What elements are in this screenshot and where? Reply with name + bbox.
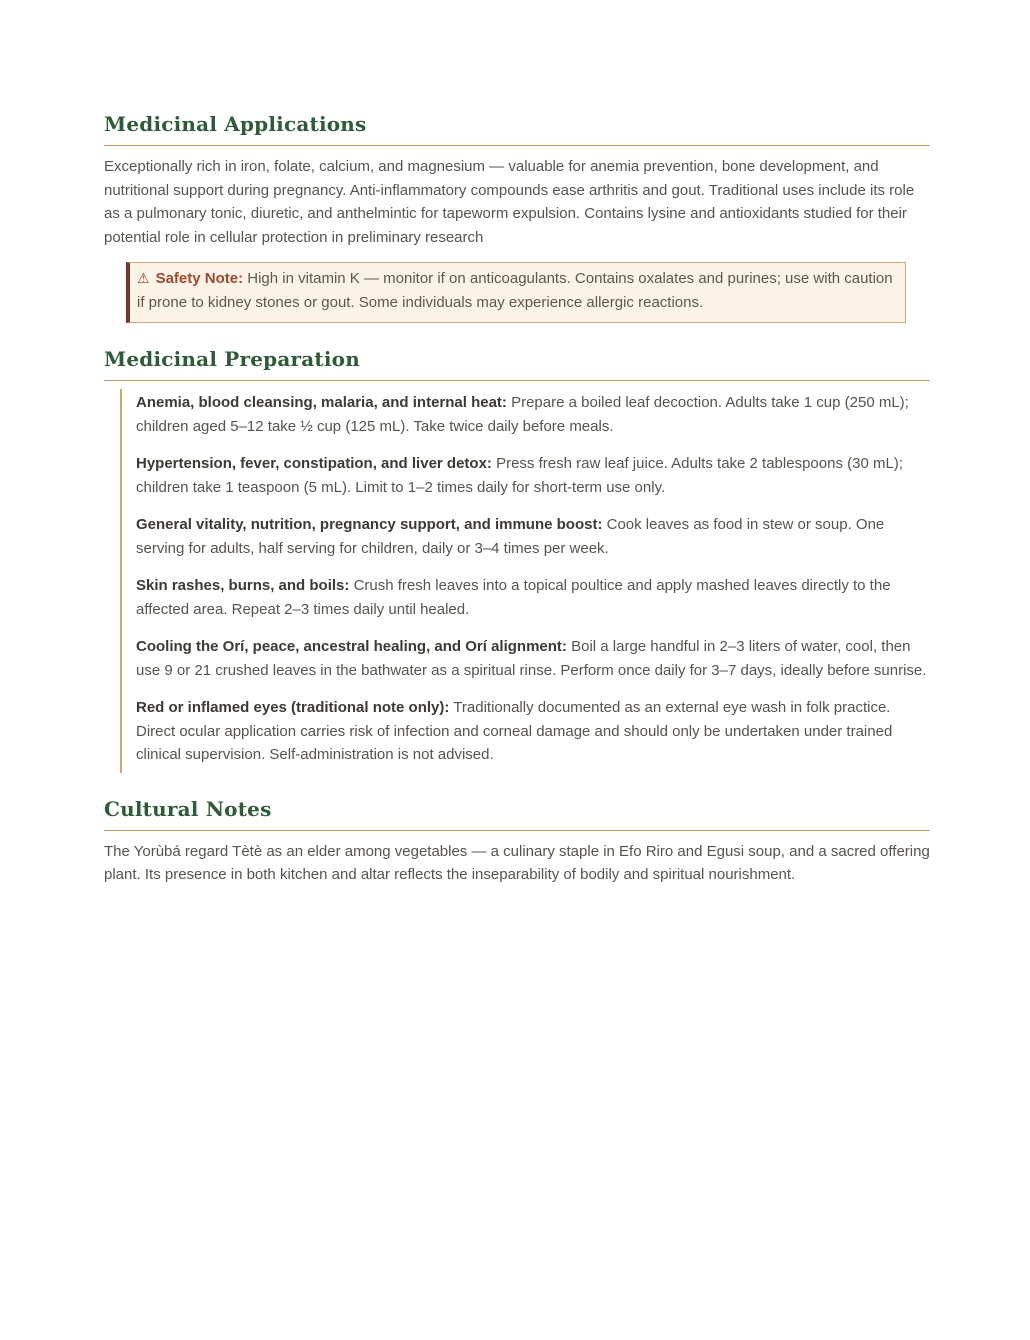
cultural-notes-heading: Cultural Notes xyxy=(104,797,930,831)
safety-note-label: Safety Note: xyxy=(155,270,244,287)
medicinal-applications-paragraph: Exceptionally rich in iron, folate, calcium, and magnesium — valuable for anemia prevention, bone development, and nutritional support during pregnancy. Anti-inflammatory compounds ease arthritis and gout. Traditional uses include its role as a pulmonary tonic, diuretic, and anthelmintic for tapeworm expulsion. Contains lysine and antioxidants studied for their potential role in cellular protection in preliminary research xyxy=(104,158,915,246)
cultural-notes-paragraph: The Yorùbá regard Tètè as an elder among vegetables — a culinary staple in Efo Riro and Egusi soup, and a sacred offering plant. Its presence in both kitchen and altar reflects the inseparability of bodily and spiritual nourishment. xyxy=(104,842,930,883)
medicinal-applications-heading: Medicinal Applications xyxy=(104,112,930,146)
preparation-item-text: Boil a large handful in 2–3 liters of water, cool, then use 9 or 21 crushed leaves in the bathwater as a spiritual rinse. Perform once daily for 3–7 days, ideally before sunrise. xyxy=(136,638,927,679)
preparation-item xyxy=(136,574,930,621)
preparation-item-text: Crush fresh leaves into a topical poultice and apply mashed leaves directly to the affected area. Repeat 2–3 times daily until healed. xyxy=(136,577,891,618)
preparation-item xyxy=(136,696,930,767)
preparation-item-label: Red or inflamed eyes (traditional note only): xyxy=(136,699,450,716)
preparation-item-label: General vitality, nutrition, pregnancy support, and immune boost: xyxy=(136,516,603,533)
preparation-item-label: Cooling the Orí, peace, ancestral healing, and Orí alignment: xyxy=(136,638,567,655)
preparation-item-text: Prepare a boiled leaf decoction. Adults take 1 cup (250 mL); children aged 5–12 take ½ cup (125 mL). Take twice daily before meals. xyxy=(136,394,909,435)
preparation-item-text: Cook leaves as food in stew or soup. One serving for adults, half serving for children, daily or 3–4 times per week. xyxy=(136,516,885,557)
section-medicinal-preparation xyxy=(104,347,930,773)
preparation-item-text: Traditionally documented as an external eye wash in folk practice. Direct ocular application carries risk of infection and corneal damage and should only be undertaken under trained clinical supervision. Self-administration is not advised. xyxy=(136,699,893,763)
section-medicinal-applications xyxy=(104,112,930,323)
preparation-item xyxy=(136,391,930,438)
warning-triangle-icon: ⚠ xyxy=(137,270,150,286)
preparation-item xyxy=(136,635,930,682)
safety-note-text: High in vitamin K — monitor if on anticoagulants. Contains oxalates and purines; use with caution if prone to kidney stones or gout. Some individuals may experience allergic reactions. xyxy=(137,270,893,311)
medicinal-preparation-heading: Medicinal Preparation xyxy=(104,347,930,381)
preparation-item xyxy=(136,452,930,499)
safety-note-box xyxy=(126,262,906,323)
preparation-item xyxy=(136,513,930,560)
preparation-list xyxy=(120,389,930,773)
preparation-item-label: Anemia, blood cleansing, malaria, and internal heat: xyxy=(136,394,507,411)
section-cultural-notes xyxy=(104,797,930,887)
preparation-item-label: Hypertension, fever, constipation, and liver detox: xyxy=(136,455,492,472)
preparation-item-text: Press fresh raw leaf juice. Adults take 2 tablespoons (30 mL); children take 1 teaspoon (5 mL). Limit to 1–2 times daily for short-term use only. xyxy=(136,455,903,496)
preparation-item-label: Skin rashes, burns, and boils: xyxy=(136,577,350,594)
